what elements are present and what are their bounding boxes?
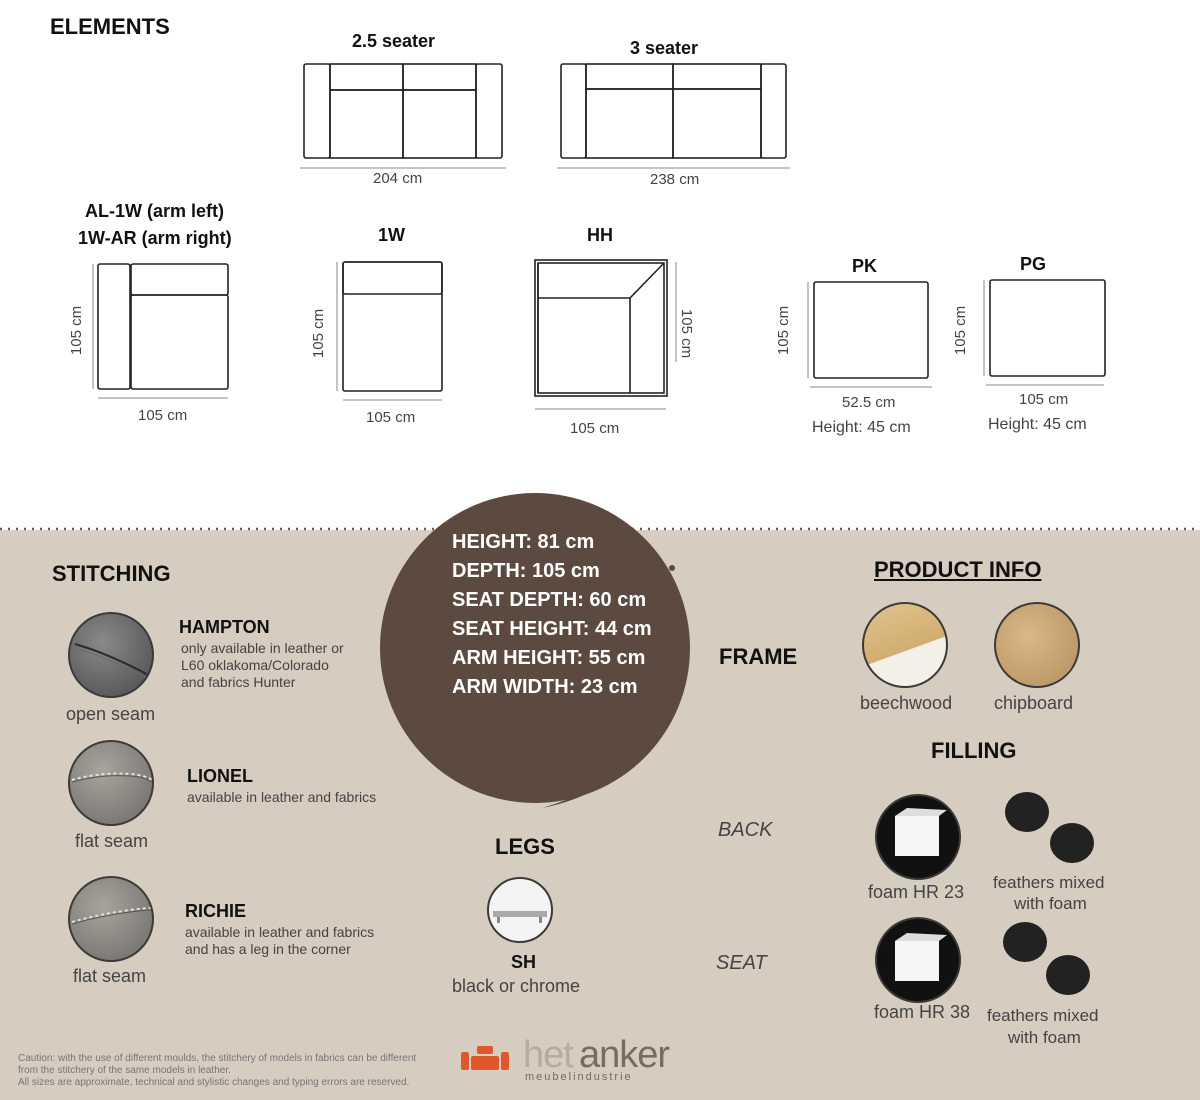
feathers-seat-image-1	[1003, 922, 1047, 962]
pk-label: PK	[852, 256, 878, 276]
pk-height: Height: 45 cm	[812, 419, 911, 436]
back-label: BACK	[718, 819, 773, 841]
caution-line-3: All sizes are approximate, technical and stylistic changes and typing errors are reserved.	[18, 1077, 410, 1088]
pg-label: PG	[1020, 254, 1047, 274]
1w-label: 1W	[378, 225, 405, 245]
richie-seam: flat seam	[73, 966, 147, 986]
lionel-swatch	[68, 740, 154, 826]
feathers-seat-label-2: with foam	[1008, 1028, 1081, 1047]
pk-depth: 105 cm	[775, 305, 793, 356]
hampton-desc-1: only available in leather or	[181, 640, 344, 656]
product-info-title: PRODUCT INFO	[874, 557, 1042, 582]
al1w-drawing	[93, 264, 228, 398]
het-anker-logo	[459, 1034, 719, 1084]
hampton-desc	[181, 640, 344, 691]
beechwood-image	[862, 602, 948, 688]
sofa-3-label: 3 seater	[630, 38, 699, 58]
hampton-desc-2: L60 oklakoma/Colorado	[181, 657, 329, 673]
feathers-back-label-2: with foam	[1014, 894, 1087, 913]
pg-depth: 105 cm	[952, 305, 970, 356]
lionel-seam: flat seam	[75, 831, 149, 851]
legs-title: LEGS	[495, 834, 555, 859]
leg-sh-image	[487, 877, 553, 943]
spec-arm-width: ARM WIDTH: 23 cm	[452, 676, 638, 698]
al1w-label-1: AL-1W (arm left)	[85, 201, 224, 221]
foam-hr23-image	[875, 794, 961, 880]
hh-label: HH	[587, 225, 613, 245]
lionel-desc: available in leather and fabrics	[187, 789, 377, 805]
feathers-back-label-1: feathers mixed	[993, 873, 1105, 892]
brand-anker: anker	[579, 1034, 670, 1076]
hampton-name: HAMPTON	[179, 617, 270, 637]
brand-sub: meubelindustrie	[525, 1071, 633, 1083]
al1w-depth: 105 cm	[68, 305, 86, 356]
richie-name: RICHIE	[185, 901, 247, 921]
spec-seat-depth: SEAT DEPTH: 60 cm	[452, 589, 647, 611]
stitching-title: STITCHING	[52, 561, 171, 586]
caution-line-2: from the stitchery of the same models in leather.	[18, 1065, 231, 1076]
caution-line-1: Caution: with the use of different moulds, the stitchery of models in fabrics can be different	[18, 1053, 417, 1064]
sofa-3-drawing	[557, 64, 790, 168]
richie-desc-2: and has a leg in the corner	[185, 941, 351, 957]
hampton-desc-3: and fabrics Hunter	[181, 674, 296, 690]
spec-height: HEIGHT: 81 cm	[452, 531, 595, 553]
brand-het: het	[523, 1034, 573, 1076]
al1w-label-2: 1W-AR (arm right)	[78, 228, 232, 248]
richie-desc	[185, 924, 374, 958]
feathers-seat-image-2	[1046, 955, 1090, 995]
frame-title: FRAME	[719, 644, 798, 669]
spec-depth: DEPTH: 105 cm	[452, 560, 600, 582]
al1w-width: 105 cm	[138, 407, 188, 424]
hh-width: 105 cm	[570, 420, 620, 437]
pk-width: 52.5 cm	[842, 394, 896, 411]
sofa-logo-icon	[461, 1042, 509, 1074]
pg-height: Height: 45 cm	[988, 416, 1087, 433]
richie-swatch	[68, 876, 154, 962]
filling-title: FILLING	[931, 738, 1017, 763]
1w-depth: 105 cm	[310, 308, 328, 359]
hh-drawing	[535, 260, 676, 409]
caution-text	[18, 1053, 416, 1089]
hampton-swatch	[68, 612, 154, 698]
seat-label: SEAT	[716, 952, 767, 974]
beechwood-label: beechwood	[860, 693, 953, 713]
foam-hr38-label: foam HR 38	[874, 1002, 971, 1022]
sofa-25-label: 2.5 seater	[352, 31, 436, 51]
feathers-seat-label-1: feathers mixed	[987, 1006, 1099, 1025]
pg-drawing	[984, 280, 1105, 385]
elements-title: ELEMENTS	[50, 14, 170, 39]
feathers-back-image-2	[1050, 823, 1094, 863]
sofa-3-width: 238 cm	[650, 171, 700, 188]
pk-drawing	[808, 282, 932, 387]
foam-hr38-image	[875, 917, 961, 1003]
chipboard-image	[994, 602, 1080, 688]
hampton-seam: open seam	[66, 704, 156, 724]
chipboard-label: chipboard	[994, 693, 1074, 713]
lionel-name: LIONEL	[187, 766, 253, 786]
pg-width: 105 cm	[1019, 391, 1069, 408]
1w-width: 105 cm	[366, 409, 416, 426]
feathers-back-image-1	[1005, 792, 1049, 832]
1w-drawing	[337, 262, 442, 400]
sofa-25-width: 204 cm	[373, 170, 423, 187]
specs-list	[452, 528, 652, 702]
leg-desc: black or chrome	[452, 976, 581, 996]
richie-desc-1: available in leather and fabrics	[185, 924, 375, 940]
spec-arm-height: ARM HEIGHT: 55 cm	[452, 647, 646, 669]
leg-code: SH	[511, 952, 537, 972]
spec-seat-height: SEAT HEIGHT: 44 cm	[452, 618, 652, 640]
foam-hr23-label: foam HR 23	[868, 882, 965, 902]
sofa-25-drawing	[300, 64, 506, 168]
hh-depth: 105 cm	[678, 308, 696, 359]
